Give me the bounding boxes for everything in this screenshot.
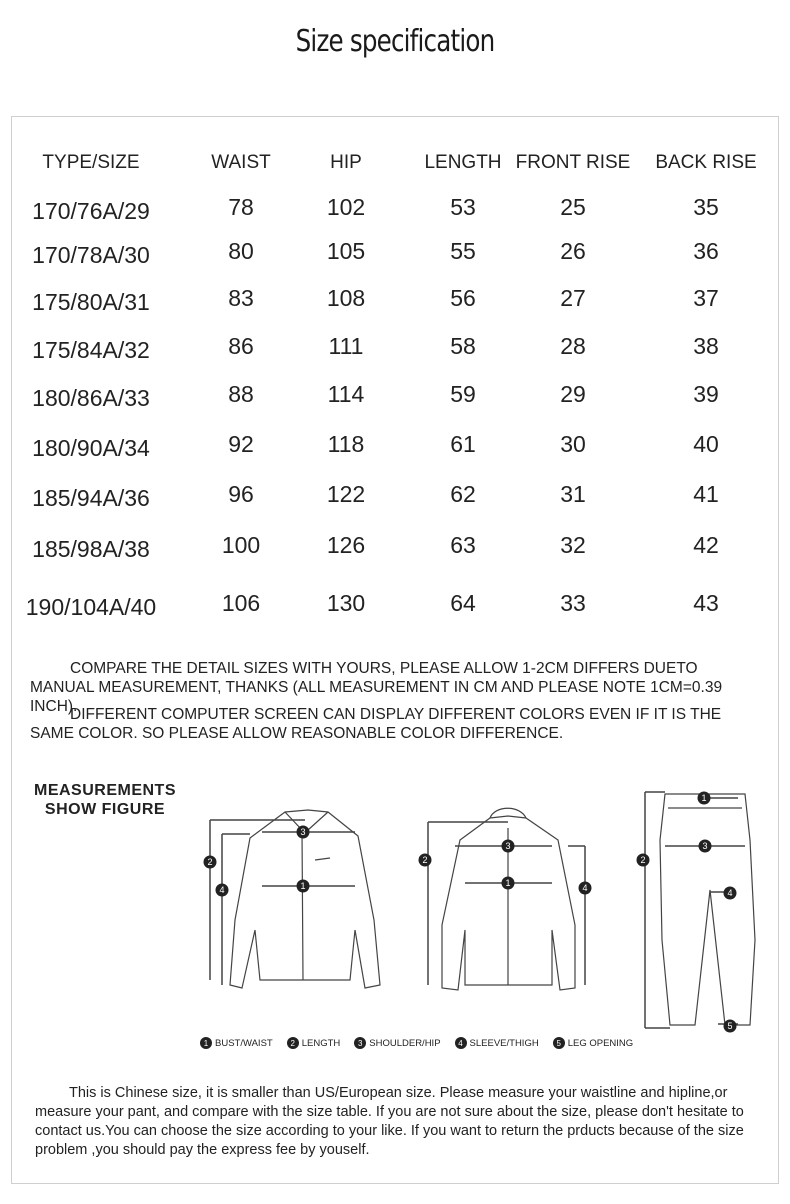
measurement-cell-waist: 78 (228, 194, 254, 220)
measurement-cell-hip: 126 (326, 532, 366, 558)
measurement-cell-length: 63 (450, 532, 476, 558)
svg-text:1: 1 (300, 881, 306, 891)
column-header-waist: WAIST (211, 152, 271, 173)
shirt-marker-4 (216, 884, 229, 897)
svg-text:2: 2 (422, 855, 428, 865)
measurement-cell-hip: 118 (327, 431, 365, 457)
svg-text:1: 1 (701, 793, 707, 803)
pants-marker-3 (699, 840, 712, 853)
pants-marker-4 (724, 887, 737, 900)
measurement-cell-hip: 102 (326, 194, 366, 220)
measurement-cell-waist: 88 (228, 381, 254, 407)
measurement-cell-front-rise: 29 (560, 381, 586, 407)
jacket-marker-2 (419, 854, 432, 867)
measurement-cell-front-rise: 32 (560, 532, 586, 558)
measurement-cell-length: 56 (450, 285, 476, 311)
legend-label: SLEEVE/THIGH (469, 1037, 539, 1049)
legend-number: 5 (553, 1037, 565, 1049)
measurement-cell-back-rise: 43 (693, 590, 719, 616)
measurements-heading-line2: SHOW FIGURE (44, 801, 166, 818)
measurement-cell-waist: 106 (221, 590, 261, 616)
measurement-cell-hip: 105 (326, 238, 366, 264)
measurement-cell-back-rise: 38 (693, 333, 719, 359)
measurement-cell-front-rise: 28 (560, 333, 586, 359)
measurement-cell-waist: 92 (228, 431, 254, 457)
size-cell: 175/84A/32 (32, 337, 150, 363)
svg-text:3: 3 (505, 841, 511, 851)
measurement-cell-back-rise: 41 (693, 481, 719, 507)
size-cell: 180/86A/33 (32, 385, 150, 411)
measurement-cell-back-rise: 42 (693, 532, 719, 558)
svg-text:1: 1 (505, 878, 511, 888)
measurement-cell-hip: 111 (328, 333, 364, 359)
jacket-figure (428, 808, 588, 990)
measurement-cell-length: 53 (450, 194, 476, 220)
shirt-marker-1 (297, 880, 310, 893)
legend-number: 4 (455, 1037, 467, 1049)
legend-item-length (287, 1037, 341, 1049)
measurement-cell-length: 64 (450, 590, 476, 616)
legend-item-bust-waist (200, 1037, 273, 1049)
legend-label: SHOULDER/HIP (369, 1037, 441, 1049)
color-note-text: DIFFERENT COMPUTER SCREEN CAN DISPLAY DIFFERENT COLORS EVEN IF IT IS THE SAME COLOR. SO PLEASE ALLOW REASONABLE COLOR DIFFERENCE. (30, 706, 722, 742)
legend-number: 2 (287, 1037, 299, 1049)
measurement-cell-waist: 80 (228, 238, 254, 264)
svg-text:4: 4 (219, 885, 225, 895)
measurement-cell-length: 61 (450, 431, 476, 457)
legend-label: BUST/WAIST (215, 1037, 273, 1049)
measurement-legend (200, 1037, 647, 1049)
measurement-cell-hip: 130 (326, 590, 366, 616)
measurement-cell-back-rise: 36 (693, 238, 719, 264)
measurements-heading-line1: MEASUREMENTS (33, 782, 176, 799)
measurement-cell-waist: 96 (228, 481, 254, 507)
measurement-cell-waist: 100 (221, 532, 261, 558)
measurements-heading (30, 781, 180, 819)
size-cell: 185/94A/36 (32, 485, 150, 511)
measurement-cell-front-rise: 27 (560, 285, 586, 311)
measurement-cell-back-rise: 37 (693, 285, 719, 311)
svg-text:2: 2 (640, 855, 646, 865)
size-disclaimer (35, 1084, 777, 1160)
jacket-marker-4 (579, 882, 592, 895)
pants-marker-5 (724, 1020, 737, 1033)
measurement-note-text: COMPARE THE DETAIL SIZES WITH YOURS, PLEASE ALLOW 1-2CM DIFFERS DUETO MANUAL MEASUREMENT, THANKS (ALL MEASUREMENT IN CM AND PLEASE NOTE 1CM=0.39 INCH). (30, 660, 723, 715)
svg-text:4: 4 (582, 883, 588, 893)
legend-number: 3 (354, 1037, 366, 1049)
svg-text:2: 2 (207, 857, 213, 867)
legend-item-sleeve-thigh (455, 1037, 539, 1049)
measurement-cell-waist: 86 (228, 333, 254, 359)
measurement-cell-length: 59 (450, 381, 476, 407)
measurement-cell-back-rise: 39 (693, 381, 719, 407)
page-title: Size specification (295, 24, 495, 59)
legend-label: LEG OPENING (567, 1037, 634, 1049)
jacket-marker-3 (502, 840, 515, 853)
size-cell: 175/80A/31 (32, 289, 150, 315)
measurement-cell-front-rise: 31 (560, 481, 586, 507)
measurement-cell-length: 58 (450, 333, 476, 359)
shirt-figure (210, 810, 380, 988)
column-header-back-rise: BACK RISE (655, 152, 757, 173)
measurement-cell-front-rise: 30 (560, 431, 586, 457)
measurement-cell-front-rise: 33 (560, 590, 586, 616)
size-cell: 170/76A/29 (32, 198, 150, 224)
shirt-marker-2 (204, 856, 217, 869)
measurement-cell-length: 55 (450, 238, 476, 264)
size-disclaimer-text: This is Chinese size, it is smaller than US/European size. Please measure your waistline and hipline,or measure your pant, and compare with the size table. If you are not sure about the size, please don't hesitate to contact us.You can choose the size according to your like. If you want to return the prducts because of the size problem ,you should pay the express fee by youself. (35, 1085, 744, 1158)
size-cell: 170/78A/30 (32, 242, 150, 268)
measurement-cell-front-rise: 26 (560, 238, 586, 264)
column-header-front-rise: FRONT RISE (515, 152, 631, 173)
column-header-hip: HIP (330, 152, 362, 173)
svg-text:3: 3 (300, 827, 306, 837)
measurement-figures (190, 780, 790, 1040)
pants-figure (645, 792, 755, 1028)
measurement-cell-hip: 108 (326, 285, 366, 311)
size-cell: 185/98A/38 (32, 536, 150, 562)
measurement-cell-front-rise: 25 (560, 194, 586, 220)
color-note (30, 705, 760, 743)
svg-text:3: 3 (702, 841, 708, 851)
legend-number: 1 (200, 1037, 212, 1049)
shirt-marker-3 (297, 826, 310, 839)
size-cell: 190/104A/40 (25, 594, 157, 620)
pants-marker-2 (637, 854, 650, 867)
legend-item-leg-opening (553, 1037, 633, 1049)
legend-item-shoulder-hip (354, 1037, 440, 1049)
pants-marker-1 (698, 792, 711, 805)
column-header-length: LENGTH (424, 152, 502, 173)
measurement-cell-hip: 114 (327, 381, 365, 407)
svg-text:5: 5 (727, 1021, 733, 1031)
measurement-cell-hip: 122 (326, 481, 366, 507)
measurement-cell-waist: 83 (228, 285, 254, 311)
legend-label: LENGTH (301, 1037, 341, 1049)
measurement-cell-length: 62 (450, 481, 476, 507)
column-header-type: TYPE/SIZE (42, 152, 140, 173)
svg-text:4: 4 (727, 888, 733, 898)
measurement-cell-back-rise: 40 (693, 431, 719, 457)
jacket-marker-1 (502, 877, 515, 890)
size-cell: 180/90A/34 (32, 435, 150, 461)
measurement-cell-back-rise: 35 (693, 194, 719, 220)
